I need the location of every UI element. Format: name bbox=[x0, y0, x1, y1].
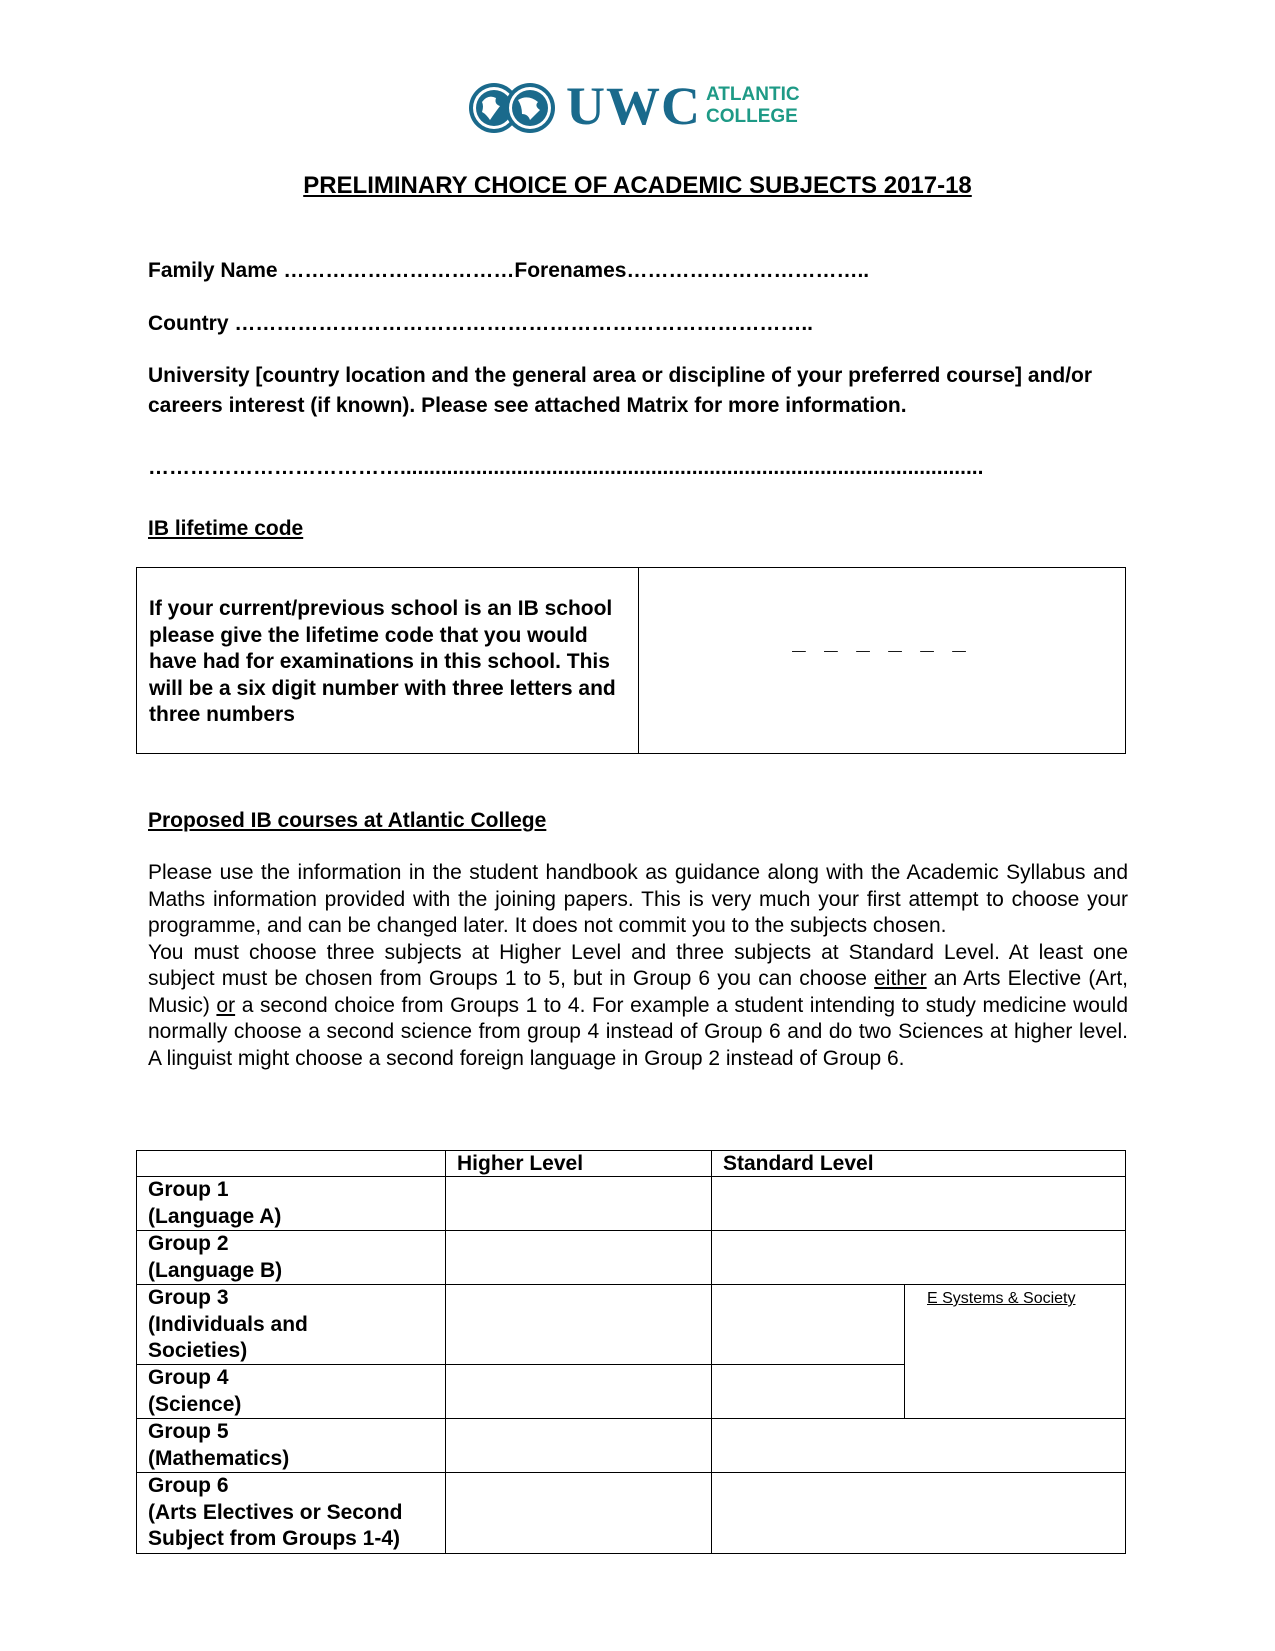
group-1-higher-cell[interactable] bbox=[446, 1177, 711, 1230]
guidance-paragraph: Please use the information in the student handbook as guidance along with the Academic Syllabus and Maths information provided with the joining papers. This is very much your first attempt to choose your programme, and can be changed later. It does not commit you to the subjects chosen. bbox=[148, 861, 1128, 937]
group-4-label: Group 4 (Science) bbox=[148, 1366, 242, 1416]
page-title: PRELIMINARY CHOICE OF ACADEMIC SUBJECTS 2017-18 bbox=[303, 172, 972, 199]
university-field[interactable]: ……………………………….................................................................................................... bbox=[148, 456, 984, 479]
logo-wordmark: UWC bbox=[566, 76, 701, 136]
group-2-label: Group 2 (Language B) bbox=[148, 1232, 283, 1282]
group-5-higher-cell[interactable] bbox=[446, 1419, 711, 1472]
forenames-field[interactable]: …………………………….. bbox=[626, 259, 870, 282]
group-3-label: Group 3 (Individuals and Societies) bbox=[148, 1286, 308, 1362]
ib-code-box bbox=[136, 567, 1126, 754]
rules-text-2: an Arts Elective (Art, Music) bbox=[148, 967, 1128, 1017]
family-name-field[interactable]: …………………………… bbox=[283, 259, 515, 282]
subjects-table bbox=[136, 1150, 1126, 1554]
table-border-left bbox=[136, 1150, 137, 1554]
group-6-standard-cell[interactable] bbox=[712, 1473, 1125, 1553]
group-6-higher-cell[interactable] bbox=[446, 1473, 711, 1553]
ib-code-heading: IB lifetime code bbox=[148, 517, 304, 540]
group-2-higher-cell[interactable] bbox=[446, 1231, 711, 1284]
globe-rings-icon bbox=[466, 80, 566, 136]
ib-code-instruction: If your current/previous school is an IB school please give the lifetime code that you would have had for examinations in this school. This will be a six digit number with three letters and three numbers bbox=[149, 597, 616, 726]
logo-subtitle-line1: ATLANTIC bbox=[706, 84, 800, 105]
group-6-label: Group 6 (Arts Electives or Second Subject from Groups 1-4) bbox=[148, 1474, 403, 1550]
logo-subtitle-line2: COLLEGE bbox=[706, 106, 798, 127]
proposed-courses-text bbox=[148, 860, 1128, 1072]
uwc-logo bbox=[466, 76, 806, 136]
group-5-standard-cell[interactable] bbox=[712, 1419, 1125, 1472]
forenames-label: Forenames bbox=[514, 259, 627, 282]
country-label: Country bbox=[148, 312, 229, 335]
ib-code-divider bbox=[638, 568, 639, 753]
ess-option-label: E Systems & Society bbox=[927, 1290, 1076, 1307]
group-4-standard-cell[interactable] bbox=[712, 1365, 904, 1418]
rules-text-1: You must choose three subjects at Higher Level and three subjects at Standard Level. At least one subject must be chosen from Groups 1 to 5, but in Group 6 you can choose bbox=[148, 940, 1128, 990]
rules-either: either bbox=[874, 967, 927, 990]
country-row bbox=[148, 311, 813, 337]
group-1-label: Group 1 (Language A) bbox=[148, 1178, 282, 1228]
group-2-standard-cell[interactable] bbox=[712, 1231, 1125, 1284]
name-row bbox=[148, 258, 869, 284]
proposed-courses-heading: Proposed IB courses at Atlantic College bbox=[148, 809, 547, 832]
family-name-label: Family Name bbox=[148, 259, 278, 282]
group-3-higher-cell[interactable] bbox=[446, 1285, 711, 1364]
group-1-standard-cell[interactable] bbox=[712, 1177, 1125, 1230]
table-border-top bbox=[136, 1150, 1126, 1151]
ib-code-input[interactable]: _ _ _ _ _ _ bbox=[792, 628, 972, 655]
standard-level-header: Standard Level bbox=[723, 1152, 874, 1175]
table-border-bottom bbox=[136, 1553, 1126, 1554]
group-3-standard-cell[interactable] bbox=[712, 1285, 904, 1364]
group-4-higher-cell[interactable] bbox=[446, 1365, 711, 1418]
table-border-right bbox=[1125, 1150, 1126, 1554]
group-5-label: Group 5 (Mathematics) bbox=[148, 1420, 290, 1470]
rules-paragraph bbox=[148, 940, 1128, 1073]
rules-text-3: a second choice from Groups 1 to 4. For example a student intending to study medicine would normally choose a second science from group 4 instead of Group 6 and do two Sciences at higher level. A linguist might choose a second foreign language in Group 2 instead of Group 6. bbox=[148, 993, 1128, 1070]
rules-or: or bbox=[216, 993, 236, 1017]
country-field[interactable]: ……………………………………………………………………….. bbox=[234, 312, 814, 335]
higher-level-header: Higher Level bbox=[457, 1152, 584, 1175]
university-instruction: University [country location and the general area or discipline of your preferred course] and/or careers interest (if known). Please see attached Matrix for more information. bbox=[148, 364, 1093, 417]
